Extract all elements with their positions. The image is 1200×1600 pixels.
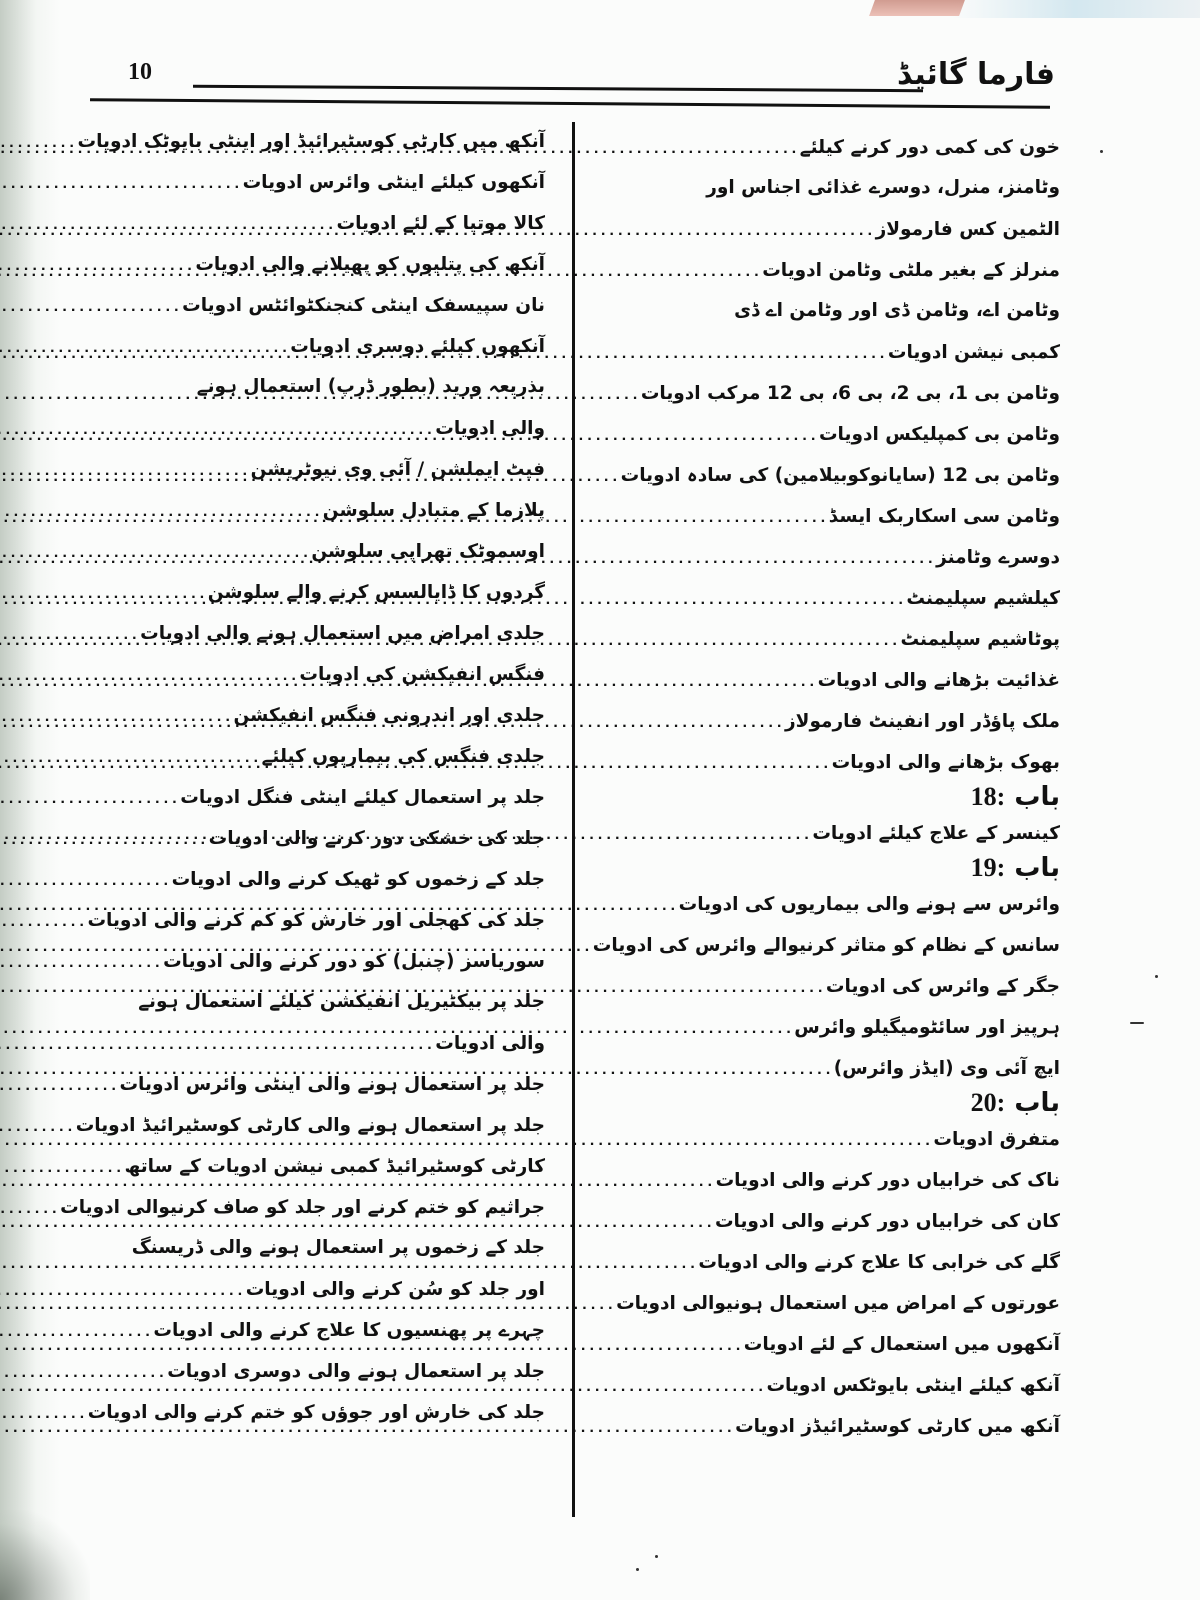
toc-entry[interactable] [115, 653, 545, 694]
chapter-number: 20: [970, 1088, 1006, 1117]
chapter-heading [640, 853, 1060, 883]
dot-leader [0, 615, 140, 656]
scan-top-tint [950, 0, 1200, 18]
toc-entry[interactable] [60, 1186, 545, 1227]
toc-entry-title: جلد پر استعمال ہونے والی دوسری ادویات [167, 1361, 545, 1382]
toc-entry[interactable] [115, 202, 545, 243]
toc-entry[interactable] [640, 249, 1060, 290]
toc-entry-title: جراثیم کو ختم کرنے اور جلد کو صاف کرنیوالی ادویات [60, 1197, 545, 1218]
toc-entry[interactable] [87, 1391, 545, 1432]
toc-entry-title: جلد پر استعمال ہونے والی اینٹی وائرس ادویات [119, 1074, 545, 1095]
toc-column-left [60, 120, 545, 1432]
toc-entry[interactable] [620, 454, 1060, 495]
toc-entry[interactable] [115, 1063, 545, 1104]
toc-entry[interactable] [640, 883, 1060, 924]
dot-leader [0, 123, 77, 164]
toc-entry-title: جلد کی کھجلی اور خارش کو کم کرنے والی ادویات [87, 910, 545, 931]
chapter-number: 19: [970, 853, 1006, 882]
toc-entry-title: بھوک بڑھانے والی ادویات [831, 752, 1060, 773]
dot-leader [0, 287, 182, 328]
dot-leader [0, 205, 337, 246]
toc-entry-title: جلد کی خارش اور جوؤں کو ختم کرنے والی ادویات [87, 1402, 545, 1423]
toc-entry[interactable] [115, 1309, 545, 1350]
toc-entry[interactable] [115, 940, 545, 981]
dot-leader [0, 246, 195, 287]
toc-entry[interactable] [640, 700, 1060, 741]
toc-entry[interactable] [640, 495, 1060, 536]
toc-entry[interactable] [640, 1323, 1060, 1364]
scan-speck [636, 1568, 639, 1571]
toc-entry[interactable] [640, 1364, 1060, 1405]
toc-entry[interactable] [640, 290, 1060, 331]
toc-entry-title: آنکھ میں کارٹی کوسٹیرائیڈ اور اینٹی بایوٹک ادویات [77, 131, 545, 152]
toc-entry-title: دوسرے وٹامنز [936, 547, 1060, 568]
toc-entry-title: جلد کی خشکی دور کرنے والی ادویات [208, 828, 545, 849]
toc-entry-title: نان سپیسفک اینٹی کنجنکٹوائٹس ادویات [182, 295, 545, 316]
toc-column-right [592, 126, 1060, 1446]
dot-leader [0, 738, 262, 779]
toc-entry[interactable] [640, 126, 1060, 167]
toc-entry-title: جلد کے زخموں کو ٹھیک کرنے والی ادویات [171, 869, 545, 890]
toc-entry-title: جلد کے زخموں پر استعمال ہونے والی ڈریسنگ [131, 1237, 545, 1258]
toc-entry-title: آنکھ کی پتلیوں کو پھیلانے والی ادویات [195, 254, 545, 275]
toc-entry-title: سوریاسز (چنبل) کو دور کرنے والی ادویات [163, 951, 545, 972]
dot-leader [0, 902, 87, 943]
dot-leader [0, 410, 435, 451]
toc-entry[interactable] [640, 331, 1060, 372]
chapter-label: باب [1014, 1088, 1060, 1118]
toc-entry-title: جگر کے وائرس کی ادویات [825, 976, 1060, 997]
toc-entry[interactable] [115, 694, 545, 735]
toc-entry[interactable] [115, 161, 545, 202]
chapter-label: باب [1014, 853, 1060, 883]
chapter-label: باب [1014, 782, 1060, 812]
toc-entry[interactable] [115, 571, 545, 612]
page-header [0, 55, 1200, 115]
toc-entry-title: اور جلد کو سُن کرنے والی ادویات [245, 1279, 545, 1300]
toc-entry-title: ہرپیز اور سائٹومیگیلو وائرس [794, 1017, 1060, 1038]
toc-entry-title: وٹامن بی کمپلیکس ادویات [818, 424, 1060, 445]
toc-entry-title: جلد پر استعمال ہونے والی کارٹی کوسٹیرائیڈ ادویات [75, 1115, 545, 1136]
toc-entry-title: ایچ آئی وی (ایڈز وائرس) [833, 1058, 1060, 1079]
toc-entry-title: کینسر کے علاج کیلئے ادویات [812, 823, 1060, 844]
dot-leader [0, 328, 290, 369]
dot-leader [0, 779, 180, 820]
toc-entry-title: عورتوں کے امراض میں استعمال ہونیوالی ادویات [616, 1293, 1060, 1314]
dot-leader [0, 697, 233, 738]
toc-entry[interactable] [640, 372, 1060, 413]
toc-entry-title: کارٹی کوسٹیرائیڈ کمبی نیشن ادویات کے ساتھ [124, 1156, 545, 1177]
toc-entry[interactable] [640, 1241, 1060, 1282]
toc-entry[interactable] [640, 208, 1060, 249]
toc-entry[interactable] [115, 448, 545, 489]
header-rule [193, 85, 923, 92]
toc-entry[interactable] [75, 1104, 545, 1145]
toc-entry-title: وٹامن سی اسکاربک ایسڈ [828, 506, 1060, 527]
toc-entry[interactable] [115, 981, 545, 1022]
toc-entry[interactable] [115, 1350, 545, 1391]
toc-entry-title: بذریعہ ورید (بطور ڈرپ) استعمال ہونے [196, 376, 545, 397]
dot-leader [0, 164, 243, 205]
toc-entry[interactable] [640, 1047, 1060, 1088]
toc-entry-title: اوسموٹک تھراپی سلوشن [311, 541, 545, 562]
toc-entry-title: وٹامن اے، وٹامن ڈی اور وٹامن اے ڈی [734, 300, 1060, 321]
toc-entry[interactable] [640, 167, 1060, 208]
toc-entry-title: آنکھوں میں استعمال کے لئے ادویات [743, 1334, 1060, 1355]
dot-leader [0, 574, 208, 615]
toc-entry[interactable] [640, 536, 1060, 577]
toc-entry-title: وائرس سے ہونے والی بیماریوں کی ادویات [678, 894, 1060, 915]
toc-entry-title: متفرق ادویات [933, 1129, 1060, 1150]
toc-entry-title: جلدی فنگس کی بیماریوں کیلئے [261, 746, 545, 767]
toc-entry[interactable] [616, 1282, 1060, 1323]
chapter-heading [640, 1088, 1060, 1118]
toc-entry[interactable] [640, 1118, 1060, 1159]
toc-entry[interactable] [77, 120, 545, 161]
dot-leader [0, 1353, 167, 1394]
dot-leader [0, 820, 209, 861]
chapter-heading [640, 782, 1060, 812]
dot-leader [0, 1312, 153, 1353]
dot-leader [0, 861, 172, 902]
toc-entry[interactable] [115, 1145, 545, 1186]
toc-entry[interactable] [115, 1022, 545, 1063]
dot-leader [0, 492, 323, 533]
toc-entry-title: کمبی نیشن ادویات [887, 342, 1060, 363]
dot-leader [0, 1107, 76, 1148]
toc-entry-title: ناک کی خرابیاں دور کرنے والی ادویات [715, 1170, 1060, 1191]
toc-entry[interactable] [640, 659, 1060, 700]
toc-entry-title: کان کی خرابیاں دور کرنے والی ادویات [714, 1211, 1060, 1232]
toc-entry[interactable] [115, 284, 545, 325]
toc-entry-title: والی ادویات [435, 418, 545, 439]
toc-entry-title: پلازما کے متبادل سلوشن [322, 500, 545, 521]
dot-leader [0, 1394, 88, 1435]
toc-entry[interactable] [115, 817, 545, 858]
scan-corner-shadow [0, 1510, 90, 1600]
toc-entry-title: منرلز کے بغیر ملٹی وٹامن ادویات [762, 260, 1060, 281]
scan-top-mark [869, 0, 965, 16]
toc-entry[interactable] [115, 776, 545, 817]
dot-leader [0, 1066, 119, 1107]
toc-entry[interactable] [115, 735, 545, 776]
toc-entry-title: گردوں کا ڈایالسس کرنے والے سلوشن [207, 582, 545, 603]
toc-entry-title: آنکھ میں کارٹی کوسٹیرائیڈز ادویات [735, 1416, 1060, 1437]
toc-entry-title: وٹامنز، منرل، دوسرے غذائی اجناس اور [706, 177, 1060, 198]
toc-entry[interactable] [640, 1405, 1060, 1446]
toc-entry[interactable] [115, 366, 545, 407]
toc-entry[interactable] [640, 577, 1060, 618]
toc-entry-title: گلے کی خرابی کا علاج کرنے والی ادویات [698, 1252, 1060, 1273]
toc-entry-title: کالا موتیا کے لئے ادویات [336, 213, 545, 234]
toc-entry[interactable] [640, 1006, 1060, 1047]
toc-entry[interactable] [640, 965, 1060, 1006]
scan-speck [1155, 975, 1158, 978]
toc-entry-title: آنکھوں کیلئے دوسری ادویات [290, 336, 545, 357]
toc-entry-title: جلدی امراض میں استعمال ہونے والی ادویات [140, 623, 545, 644]
toc-entry-title: کیلشیم سپلیمنٹ [906, 588, 1060, 609]
toc-entry[interactable] [592, 924, 1060, 965]
dot-leader [0, 533, 311, 574]
toc-entry[interactable] [115, 1268, 545, 1309]
toc-entry-title: جلدی اور اندرونی فنگس انفیکشن [233, 705, 545, 726]
dot-leader [0, 1189, 60, 1230]
toc-entry[interactable] [115, 530, 545, 571]
toc-entry-title: وٹامن بی 1، بی 2، بی 6، بی 12 مرکب ادویات [640, 383, 1060, 404]
toc-entry-title: وٹامن بی 12 (سایانوکوبیلامین) کی سادہ ادویات [620, 465, 1060, 486]
dot-leader [0, 943, 163, 984]
dot-leader [0, 1271, 246, 1312]
toc-entry-title: جلد پر استعمال کیلئے اینٹی فنگل ادویات [180, 787, 545, 808]
dot-leader [0, 1025, 435, 1066]
toc-entry[interactable] [640, 1159, 1060, 1200]
page-number: 10 [128, 59, 152, 85]
toc-entry[interactable] [640, 413, 1060, 454]
toc-entry[interactable] [640, 1200, 1060, 1241]
toc-entry[interactable] [115, 489, 545, 530]
toc-entry[interactable] [115, 407, 545, 448]
toc-entry[interactable] [115, 243, 545, 284]
toc-entry[interactable] [115, 325, 545, 366]
header-rule-long [90, 98, 1050, 109]
toc-entry-title: سانس کے نظام کو متاثر کرنیوالے وائرس کی ادویات [592, 935, 1060, 956]
toc-entry[interactable] [115, 858, 545, 899]
toc-entry[interactable] [640, 812, 1060, 853]
toc-entry-title: جلد پر بیکٹیریل انفیکشن کیلئے استعمال ہونے [138, 991, 545, 1012]
toc-entry-title: آنکھ کیلئے اینٹی بایوٹکس ادویات [766, 1375, 1060, 1396]
toc-entry[interactable] [640, 618, 1060, 659]
dot-leader [0, 656, 299, 697]
toc-entry-title: فیٹ ایملشن / آئی وی نیوٹریشن [250, 459, 545, 480]
chapter-number: 18: [970, 782, 1006, 811]
toc-entry-title: ملک پاؤڈر اور انفینٹ فارمولاز [785, 711, 1060, 732]
scan-speck [1100, 150, 1103, 153]
dot-leader [0, 451, 251, 492]
toc-entry-title: الٹمین کس فارمولاز [875, 219, 1060, 240]
toc-entry-title: فنگس انفیکشن کی ادویات [299, 664, 545, 685]
scan-speck [655, 1555, 658, 1558]
dot-leader [0, 1148, 124, 1189]
toc-entry[interactable] [115, 612, 545, 653]
toc-entry-title: آنکھوں کیلئے اینٹی وائرس ادویات [242, 172, 545, 193]
scan-speck [1130, 1022, 1144, 1024]
toc-entry-title: خون کی کمی دور کرنے کیلئے [799, 137, 1060, 158]
toc-entry[interactable] [640, 741, 1060, 782]
toc-entry[interactable] [115, 1227, 545, 1268]
toc-entry-title: پوٹاشیم سپلیمنٹ [900, 629, 1060, 650]
toc-entry-title: والی ادویات [435, 1033, 545, 1054]
book-title: فارما گائیڈ [896, 57, 1055, 92]
toc-entry[interactable] [87, 899, 545, 940]
toc-entry-title: غذائیت بڑھانے والی ادویات [817, 670, 1060, 691]
toc-entry-title: چہرے پر پھنسیوں کا علاج کرنے والی ادویات [153, 1320, 545, 1341]
